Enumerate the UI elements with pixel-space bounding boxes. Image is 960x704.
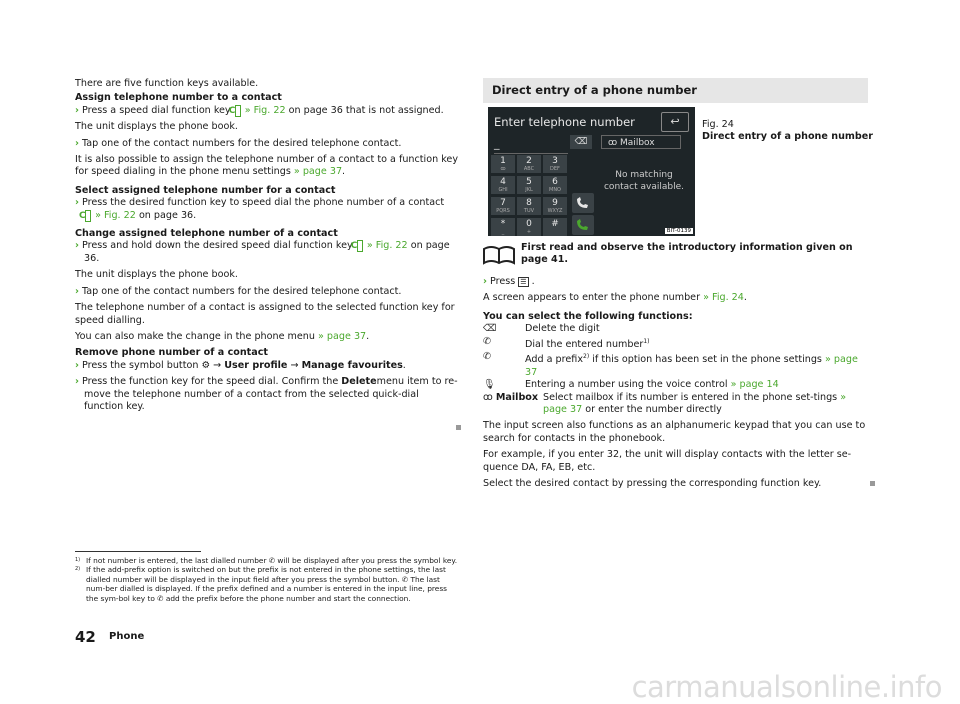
keypad-key-7[interactable]: 7 PQRS [491, 197, 515, 215]
left-column [75, 78, 460, 417]
section-title: Direct entry of a phone number [483, 78, 868, 103]
keypad-key-4[interactable]: 4 GHI [491, 176, 515, 194]
change-step-2: › Tap one of the contact numbers for the desired telephone contact. [75, 285, 402, 297]
chapter-name: Phone [109, 631, 145, 642]
back-button[interactable] [661, 112, 689, 132]
page-37-link[interactable]: » page 37 [318, 330, 367, 342]
section-end-mark [870, 481, 875, 486]
key-c-badge: C [235, 105, 241, 117]
page-37-link[interactable]: » page 37 [293, 166, 343, 178]
screen-title: Enter telephone number [494, 115, 635, 129]
microphone-icon: 🎙︎ [483, 379, 496, 391]
keypad-key-star[interactable]: * _ [491, 218, 515, 236]
phone-icon: ✆ [157, 593, 164, 603]
fn-voice: 🎙︎ Entering a number using the voice control » page 14 [483, 379, 779, 391]
back-icon: ↩ [670, 115, 680, 128]
change-step-1: › Press and hold down the desired speed dial function key C » Fig. 22 on page 36. [75, 240, 450, 264]
example-note: For example, if you enter 32, the unit will display contacts with the letter se-quence DA, FA, EB, etc. [483, 449, 852, 473]
section-end-mark [456, 425, 461, 430]
change-result: The unit displays the phone book. [75, 269, 238, 281]
select-step: › Press the desired function key to speed dial the phone number of a contact C » Fig. 22 on page 36. [75, 197, 445, 221]
backspace-icon: ⌫ [483, 323, 497, 335]
keypad-key-6[interactable]: 6 MNO [543, 176, 567, 194]
phone-green-icon [575, 218, 591, 232]
assign-step-2: › Tap one of the contact numbers for the desired telephone contact. [75, 137, 402, 149]
page-37-link[interactable]: » page 37 [543, 391, 847, 416]
select-heading: Select assigned telephone number for a contact [75, 184, 336, 196]
keypad-key-2[interactable]: 2 ABC [517, 155, 541, 173]
phone-icon: ✆ [483, 335, 492, 347]
fig-22-link[interactable]: » Fig. 22 [366, 240, 408, 252]
select-note: Select the desired contact by pressing the corresponding function key. [483, 478, 822, 490]
remove-step-2: › Press the function key for the speed dial. Confirm the Deletemenu item to re-move the telephone number of a contact from the selected quick-dial function key. [75, 376, 458, 412]
figure-caption-text: Direct entry of a phone number [702, 131, 873, 142]
keypad-key-8[interactable]: 8 TUV [517, 197, 541, 215]
page-number: 42 [75, 628, 96, 646]
page-14-link[interactable]: » page 14 [730, 379, 779, 391]
page-37-link[interactable]: » page 37 [525, 354, 858, 378]
no-match-text: No matching contact available. [603, 170, 685, 192]
remove-heading: Remove phone number of a contact [75, 347, 269, 359]
keypad-key-9[interactable]: 9 WXYZ [543, 197, 567, 215]
footnote-1: 1) If not number is entered, the last dialled number ✆ will be displayed after you press the symbol key. [75, 556, 458, 565]
fn-prefix: ✆ Add a prefix$^{2)}$ if this option has been set in the phone settings » page 37 [483, 351, 858, 378]
assign-step-1: › Press a speed dial function key C » Fig. 22 on page 36 that is not assigned. [75, 104, 444, 116]
fig-24-link[interactable]: » Fig. 24 [703, 292, 744, 304]
change-heading: Change assigned telephone number of a contact [75, 228, 338, 240]
phone-icon: ✆ [268, 556, 276, 565]
prefix-call-button[interactable] [572, 193, 594, 213]
fig-22-link[interactable]: » Fig. 22 [95, 209, 136, 221]
phone-entry-screen [488, 107, 695, 236]
intro-text: There are five function keys available. [75, 78, 259, 89]
fn-dial: ✆ Dial the entered number$^{1)}$ [483, 335, 650, 350]
right-column [483, 78, 868, 103]
delete-button[interactable] [570, 135, 592, 149]
alpha-note: The input screen also functions as an alphanumeric keypad that you can use to search for contacts in the phonebook. [483, 420, 866, 444]
phone-menu-icon: ☰ [520, 278, 527, 286]
change-note: The telephone number of a contact is assigned to the selected function key for speed dialling. [75, 302, 455, 326]
intro-note: First read and observe the introductory information given on page 41. [521, 242, 853, 265]
assign-note: It is also possible to assign the telephone number of a contact to a function key for speed dialing in the phone menu settings » page 37. [75, 154, 458, 178]
keypad-key-0[interactable]: 0 + [517, 218, 541, 236]
fn-delete: ⌫ Delete the digit [483, 323, 600, 335]
book-icon [482, 243, 516, 265]
footnote-rule [75, 551, 201, 552]
footnotes [75, 556, 461, 603]
fig-22-link[interactable]: » Fig. 22 [244, 104, 286, 116]
phone-icon: ✆ [401, 574, 409, 584]
footnote-2: 2) If the add-prefix option is switched on but the prefix is not entered in the phone settings, the last dialled number will be displayed in the input field after you press the symbol button. ✆ The last num-ber dialled is displayed. If the prefix defined and a number is entered in the input line, press the sym-bol key to ✆ add the prefix before the phone number and start the connection. [75, 565, 448, 603]
figure-label: Fig. 24 [702, 119, 734, 130]
assign-result: The unit displays the phone book. [75, 121, 238, 133]
keypad-key-hash[interactable]: # [543, 218, 567, 236]
phone-plus-icon: ✆ [483, 351, 492, 363]
screen-appears: A screen appears to enter the phone number » Fig. 24. [483, 292, 747, 304]
figure-tag: BIT-0139 [666, 228, 691, 234]
mailbox-button[interactable]: ꝏ Mailbox [601, 135, 681, 149]
fn-mailbox: ꝏ Mailbox Select mailbox if its number is entered in the phone set-tings » page 37 or enter the number directly [483, 391, 847, 416]
change-menu-note: You can also make the change in the phone menu » page 37. [75, 330, 370, 342]
number-input[interactable]: _ [494, 135, 568, 154]
assign-heading: Assign telephone number to a contact [75, 92, 282, 104]
dial-button[interactable] [572, 215, 594, 235]
backspace-icon: ⌫ [574, 137, 588, 147]
voicemail-icon: ꝏ [608, 138, 618, 148]
right-body [483, 276, 869, 494]
voicemail-icon: ꝏ [483, 391, 493, 403]
figure-caption [702, 119, 873, 143]
watermark: carmanualsonline.info [631, 670, 942, 704]
keypad-key-1[interactable]: 1 ꝏ [491, 155, 515, 173]
mailbox-label: ꝏ Mailbox [483, 391, 539, 403]
phone-plus-icon [575, 196, 591, 210]
settings-icon: ⚙ [201, 359, 211, 371]
keypad-key-5[interactable]: 5 JKL [517, 176, 541, 194]
press-step: › Press ☰ . [483, 276, 535, 287]
keypad-key-3[interactable]: 3 DEF [543, 155, 567, 173]
remove-step-1: › Press the symbol button ⚙ → User profile → Manage favourites. [75, 359, 406, 371]
functions-heading: You can select the following functions: [483, 310, 693, 322]
